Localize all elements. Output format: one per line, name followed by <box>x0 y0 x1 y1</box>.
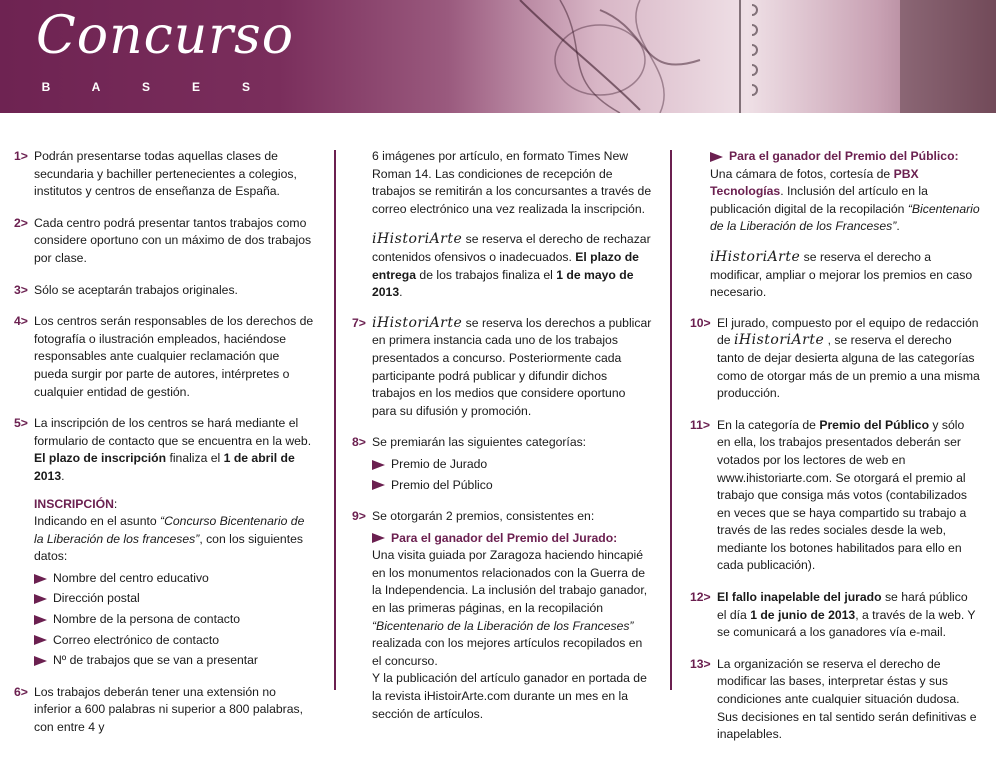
list-item: Nombre de la persona de contacto <box>34 611 314 629</box>
arrow-icon <box>372 480 385 490</box>
column-2 <box>352 148 652 723</box>
column-divider <box>670 150 672 690</box>
rule-1: 1> Podrán presentarse todas aquellas clases de secundaria y bachiller pertenecientes a colegios, institutos y centros de enseñanza de España. <box>14 149 297 199</box>
rule-7: 7> iHistoriArte se reserva los derechos a publicar en primera instancia cada uno de los trabajos presentados a concurso. Posteriormente cada participante podrá publicar y difundir dichos trabajos en los medios que considere oportuno para su difusión y promoción. <box>352 314 652 418</box>
list-item: Correo electrónico de contacto <box>34 632 314 650</box>
rule-13: 13> La organización se reserva el derecho de modificar las bases, interpretar éstas y sus condiciones ante cualquier situación dudosa. Sus decisiones en tal sentido serán definitivas e inapelables. <box>690 656 977 742</box>
rule-6: 6> Los trabajos deberán tener una extensión no inferior a 600 palabras ni superior a 800 palabras, con entre 4 y <box>14 684 303 735</box>
rule-11: 11> En la categoría de Premio del Público y sólo en ella, los trabajos presentados deberán ser votados por los lectores de web en www.ihistoriarte.com. Se otorgará el premio al trabajo que consiga más votos (contabilizados en veces que se haya compartido su trabajo a través de las redes sociales desde la web, mediante los botones habilitados para ello en cada publicación). <box>690 417 967 573</box>
rule-8: 8> Se premiarán las siguientes categorías: <box>352 435 587 450</box>
inscripcion-block: INSCRIPCIÓN: Indicando en el asunto “Concurso Bicentenario de la Liberación de los franceses”, con los siguientes datos: <box>34 496 305 564</box>
rule-3: 3> Sólo se aceptarán trabajos originales. <box>14 282 238 297</box>
column-3 <box>690 148 980 758</box>
header-banner <box>0 0 996 113</box>
arrow-icon <box>710 152 723 162</box>
rule-10: 10> El jurado, compuesto por el equipo de redacción de iHistoriArte , se reserva el derecho tanto de dejar desierta alguna de las categorías como de otorgar más de un premio a una misma producción. <box>690 315 980 401</box>
arrow-icon <box>372 460 385 470</box>
arrow-icon <box>34 615 47 625</box>
rule-6-continued: 6 imágenes por artículo, en formato Times New Roman 14. Las condiciones de recepción de trabajos se remitirán a los concursantes a través de correo electrónico una vez realizada la inscripción. <box>372 149 652 216</box>
list-item: Premio de Jurado <box>372 456 652 474</box>
page-title: Concurso <box>36 6 295 66</box>
rule-12: 12> El fallo inapelable del jurado se hará público el día 1 de junio de 2013, a través de la web. Y se comunicará a los ganadores vía e-mail. <box>690 590 976 640</box>
ihistoriarte-logo: iHistoriArte <box>733 332 825 349</box>
arrow-icon <box>34 635 47 645</box>
column-1 <box>14 148 314 751</box>
list-item: Premio del Público <box>372 477 652 495</box>
modificar-paragraph: iHistoriArte se reserva el derecho a modificar, ampliar o mejorar los premios en caso necesario. <box>710 248 973 300</box>
list-item: Nº de trabajos que se van a presentar <box>34 652 314 670</box>
jurado-prize: Para el ganador del Premio del Jurado: Una visita guiada por Zaragoza haciendo hincapié en los monumentos relacionados con la Guerra de la Independencia. La inclusión del trabajo ganador, en las primeras páginas, en la recopilación “Bicentenario de la Liberación de los Franceses” realizada con los mejores artículos recopilados en el concurso. Y la publicación del artículo ganador en portada de la revista iHistoirArte.com durante un mes en la sección de artículos. <box>372 530 648 721</box>
ihistoriarte-logo: iHistoriArte <box>710 248 801 265</box>
ihistoriarte-logo: iHistoriArte <box>372 231 463 248</box>
arrow-icon <box>34 656 47 666</box>
ihistoriarte-logo: iHistoriArte <box>372 314 463 331</box>
column-divider <box>334 150 336 690</box>
arrow-icon <box>34 594 47 604</box>
rule-4: 4> Los centros serán responsables de los derechos de fotografía o ilustración empleados, haciéndose responsables ante cualquier reclamación que pueda surgir por parte de autores, intérpretes o cualquier entidad de gestión. <box>14 314 314 399</box>
publico-prize: Para el ganador del Premio del Público: Una cámara de fotos, cortesía de PBX Tecnologías. Inclusión del artículo en la publicación digital de la recopilación “Bicentenario de la Liberación de los Franceses”. <box>710 149 980 234</box>
rechazar-paragraph: iHistoriArte se reserva el derecho de rechazar contenidos ofensivos o inadecuados. El plazo de entrega de los trabajos finaliza el 1 de mayo de 2013. <box>372 231 651 300</box>
arrow-icon <box>34 574 47 584</box>
rule-5: 5> La inscripción de los centros se hará mediante el formulario de contacto que se encuentra en la web. El plazo de inscripción finaliza el 1 de abril de 2013. <box>14 416 312 483</box>
page-subtitle: B A S E S <box>41 80 250 94</box>
list-item: Nombre del centro educativo <box>34 570 314 588</box>
rule-2: 2> Cada centro podrá presentar tantos trabajos como considere oportuno con un máximo de dos trabajos por clase. <box>14 215 312 265</box>
arrow-icon <box>372 533 385 543</box>
rule-9: 9> Se otorgarán 2 premios, consistentes en: <box>352 509 595 524</box>
list-item: Dirección postal <box>34 590 314 608</box>
